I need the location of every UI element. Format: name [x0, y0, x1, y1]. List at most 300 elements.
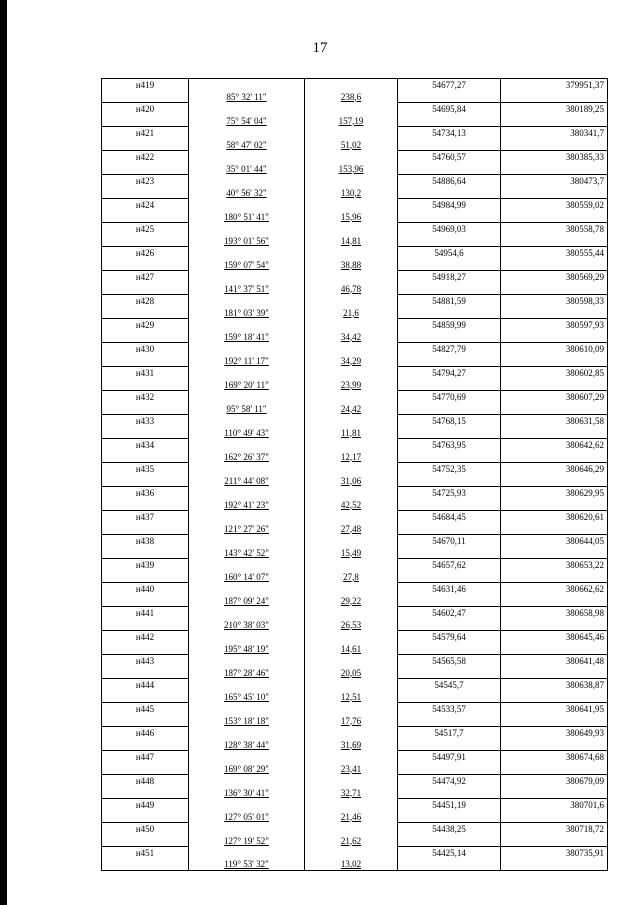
empty-cell	[501, 259, 608, 271]
empty-cell	[102, 379, 189, 391]
point-x: 54859,99	[398, 319, 501, 331]
empty-cell	[398, 739, 501, 751]
segment-distance: 38,88	[305, 259, 398, 271]
point-row	[102, 295, 608, 307]
segment-row	[102, 379, 608, 391]
point-x: 54794,27	[398, 367, 501, 379]
empty-cell	[398, 667, 501, 679]
empty-cell	[189, 247, 305, 259]
empty-cell	[305, 559, 398, 571]
empty-cell	[189, 127, 305, 139]
point-row	[102, 511, 608, 523]
segment-distance: 12,17	[305, 451, 398, 463]
point-y: 380638,87	[501, 679, 608, 691]
point-x: 54677,27	[398, 79, 501, 91]
empty-cell	[398, 427, 501, 439]
segment-distance: 34,29	[305, 355, 398, 367]
point-x: 54695,84	[398, 103, 501, 115]
empty-cell	[189, 415, 305, 427]
segment-row	[102, 139, 608, 151]
segment-distance: 14,61	[305, 643, 398, 655]
empty-cell	[501, 619, 608, 631]
point-x: 54770,69	[398, 391, 501, 403]
point-x: 54918,27	[398, 271, 501, 283]
empty-cell	[398, 331, 501, 343]
segment-angle: 169° 20' 11"	[189, 379, 305, 391]
empty-cell	[501, 355, 608, 367]
empty-cell	[189, 799, 305, 811]
empty-cell	[305, 367, 398, 379]
point-name: н451	[102, 847, 189, 859]
empty-cell	[398, 139, 501, 151]
segment-distance: 51,02	[305, 139, 398, 151]
empty-cell	[102, 403, 189, 415]
empty-cell	[501, 91, 608, 103]
empty-cell	[102, 811, 189, 823]
empty-cell	[102, 355, 189, 367]
empty-cell	[189, 175, 305, 187]
segment-row	[102, 739, 608, 751]
empty-cell	[501, 523, 608, 535]
empty-cell	[305, 343, 398, 355]
segment-angle: 165° 45' 10"	[189, 691, 305, 703]
empty-cell	[305, 295, 398, 307]
segment-distance: 29,22	[305, 595, 398, 607]
empty-cell	[305, 223, 398, 235]
point-x: 54763,95	[398, 439, 501, 451]
empty-cell	[305, 799, 398, 811]
segment-row	[102, 451, 608, 463]
empty-cell	[501, 787, 608, 799]
point-x: 54425,14	[398, 847, 501, 859]
empty-cell	[398, 187, 501, 199]
empty-cell	[305, 319, 398, 331]
segment-angle: 187° 28' 46"	[189, 667, 305, 679]
point-row	[102, 367, 608, 379]
point-y: 380610,09	[501, 343, 608, 355]
empty-cell	[189, 511, 305, 523]
empty-cell	[398, 835, 501, 847]
point-y: 380598,33	[501, 295, 608, 307]
empty-cell	[501, 715, 608, 727]
segment-angle: 159° 18' 41"	[189, 331, 305, 343]
empty-cell	[501, 235, 608, 247]
point-name: н423	[102, 175, 189, 187]
point-row	[102, 343, 608, 355]
empty-cell	[189, 583, 305, 595]
segment-angle: 40° 56' 32"	[189, 187, 305, 199]
point-row	[102, 271, 608, 283]
empty-cell	[189, 463, 305, 475]
point-row	[102, 559, 608, 571]
empty-cell	[305, 679, 398, 691]
point-name: н436	[102, 487, 189, 499]
segment-distance: 34,42	[305, 331, 398, 343]
empty-cell	[501, 667, 608, 679]
segment-angle: 160° 14' 07"	[189, 571, 305, 583]
empty-cell	[102, 259, 189, 271]
empty-cell	[102, 787, 189, 799]
segment-row	[102, 163, 608, 175]
point-row	[102, 583, 608, 595]
point-y: 380646,29	[501, 463, 608, 475]
segment-angle: 35° 01' 44"	[189, 163, 305, 175]
segment-distance: 238,6	[305, 91, 398, 103]
point-y: 380558,78	[501, 223, 608, 235]
empty-cell	[398, 547, 501, 559]
empty-cell	[501, 595, 608, 607]
segment-angle: 159° 07' 54"	[189, 259, 305, 271]
empty-cell	[305, 583, 398, 595]
empty-cell	[305, 631, 398, 643]
empty-cell	[189, 271, 305, 283]
empty-cell	[189, 727, 305, 739]
point-row	[102, 655, 608, 667]
empty-cell	[501, 763, 608, 775]
empty-cell	[398, 451, 501, 463]
point-y: 380631,58	[501, 415, 608, 427]
segment-distance: 23,41	[305, 763, 398, 775]
segment-row	[102, 91, 608, 103]
point-x: 54886,64	[398, 175, 501, 187]
empty-cell	[305, 487, 398, 499]
empty-cell	[189, 703, 305, 715]
empty-cell	[102, 763, 189, 775]
empty-cell	[398, 691, 501, 703]
point-row	[102, 127, 608, 139]
empty-cell	[398, 475, 501, 487]
coordinates-table	[101, 78, 608, 871]
point-name: н425	[102, 223, 189, 235]
segment-distance: 11,81	[305, 427, 398, 439]
segment-row	[102, 187, 608, 199]
segment-row	[102, 595, 608, 607]
point-name: н441	[102, 607, 189, 619]
point-name: н432	[102, 391, 189, 403]
segment-angle: 141° 37' 51"	[189, 283, 305, 295]
point-x: 54545,7	[398, 679, 501, 691]
point-x: 54969,03	[398, 223, 501, 235]
empty-cell	[305, 127, 398, 139]
segment-distance: 21,62	[305, 835, 398, 847]
segment-angle: 210° 38' 03"	[189, 619, 305, 631]
point-name: н435	[102, 463, 189, 475]
segment-row	[102, 763, 608, 775]
segment-angle: 181° 03' 39"	[189, 307, 305, 319]
point-x: 54579,64	[398, 631, 501, 643]
empty-cell	[102, 211, 189, 223]
point-row	[102, 775, 608, 787]
empty-cell	[398, 307, 501, 319]
point-row	[102, 415, 608, 427]
empty-cell	[305, 511, 398, 523]
binding-edge	[0, 0, 7, 905]
segment-angle: 195° 48' 19"	[189, 643, 305, 655]
point-y: 380607,29	[501, 391, 608, 403]
point-name: н433	[102, 415, 189, 427]
segment-row	[102, 571, 608, 583]
segment-row	[102, 427, 608, 439]
point-row	[102, 175, 608, 187]
empty-cell	[501, 451, 608, 463]
point-name: н445	[102, 703, 189, 715]
segment-row	[102, 307, 608, 319]
segment-row	[102, 787, 608, 799]
segment-row	[102, 283, 608, 295]
empty-cell	[398, 787, 501, 799]
empty-cell	[305, 463, 398, 475]
segment-distance: 17,76	[305, 715, 398, 727]
empty-cell	[501, 811, 608, 823]
point-row	[102, 199, 608, 211]
point-row	[102, 607, 608, 619]
empty-cell	[102, 595, 189, 607]
point-name: н438	[102, 535, 189, 547]
point-name: н430	[102, 343, 189, 355]
segment-row	[102, 859, 608, 871]
segment-angle: 143° 42' 52"	[189, 547, 305, 559]
empty-cell	[189, 223, 305, 235]
empty-cell	[102, 739, 189, 751]
segment-angle: 110° 49' 43"	[189, 427, 305, 439]
empty-cell	[398, 595, 501, 607]
empty-cell	[102, 499, 189, 511]
segment-angle: 75° 54' 04"	[189, 115, 305, 127]
empty-cell	[102, 187, 189, 199]
point-row	[102, 319, 608, 331]
point-name: н440	[102, 583, 189, 595]
point-x: 54684,45	[398, 511, 501, 523]
empty-cell	[102, 691, 189, 703]
empty-cell	[102, 619, 189, 631]
segment-angle: 136° 30' 41"	[189, 787, 305, 799]
point-row	[102, 751, 608, 763]
empty-cell	[398, 571, 501, 583]
point-row	[102, 823, 608, 835]
segment-angle: 85° 32' 11"	[189, 91, 305, 103]
point-name: н443	[102, 655, 189, 667]
point-row	[102, 463, 608, 475]
segment-distance: 21,6	[305, 307, 398, 319]
segment-angle: 169° 08' 29"	[189, 763, 305, 775]
point-row	[102, 679, 608, 691]
empty-cell	[102, 427, 189, 439]
segment-distance: 46,78	[305, 283, 398, 295]
point-x: 54565,58	[398, 655, 501, 667]
point-y: 380385,33	[501, 151, 608, 163]
empty-cell	[189, 751, 305, 763]
point-x: 54954,6	[398, 247, 501, 259]
point-y: 379951,37	[501, 79, 608, 91]
empty-cell	[189, 679, 305, 691]
empty-cell	[398, 259, 501, 271]
segment-row	[102, 235, 608, 247]
empty-cell	[305, 655, 398, 667]
segment-angle: 121° 27' 26"	[189, 523, 305, 535]
segment-distance: 23,99	[305, 379, 398, 391]
point-name: н447	[102, 751, 189, 763]
empty-cell	[102, 115, 189, 127]
point-y: 380653,22	[501, 559, 608, 571]
empty-cell	[501, 139, 608, 151]
segment-distance: 14,81	[305, 235, 398, 247]
empty-cell	[102, 475, 189, 487]
segment-row	[102, 619, 608, 631]
empty-cell	[398, 619, 501, 631]
point-x: 54725,93	[398, 487, 501, 499]
empty-cell	[189, 775, 305, 787]
empty-cell	[189, 103, 305, 115]
point-y: 380641,95	[501, 703, 608, 715]
point-row	[102, 151, 608, 163]
empty-cell	[398, 163, 501, 175]
segment-distance: 12,51	[305, 691, 398, 703]
point-x: 54517,7	[398, 727, 501, 739]
empty-cell	[305, 391, 398, 403]
empty-cell	[305, 271, 398, 283]
segment-angle: 193° 01' 56"	[189, 235, 305, 247]
segment-angle: 211° 44' 08"	[189, 475, 305, 487]
empty-cell	[189, 535, 305, 547]
empty-cell	[398, 283, 501, 295]
empty-cell	[305, 727, 398, 739]
empty-cell	[398, 523, 501, 535]
empty-cell	[102, 859, 189, 871]
empty-cell	[102, 91, 189, 103]
point-row	[102, 223, 608, 235]
empty-cell	[501, 571, 608, 583]
segment-distance: 32,71	[305, 787, 398, 799]
empty-cell	[305, 103, 398, 115]
point-y: 380644,05	[501, 535, 608, 547]
point-x: 54827,79	[398, 343, 501, 355]
point-x: 54734,13	[398, 127, 501, 139]
point-x: 54438,25	[398, 823, 501, 835]
empty-cell	[102, 835, 189, 847]
point-row	[102, 439, 608, 451]
point-name: н437	[102, 511, 189, 523]
segment-distance: 20,05	[305, 667, 398, 679]
point-y: 380629,95	[501, 487, 608, 499]
empty-cell	[501, 643, 608, 655]
empty-cell	[102, 451, 189, 463]
point-y: 380718,72	[501, 823, 608, 835]
empty-cell	[189, 295, 305, 307]
empty-cell	[305, 415, 398, 427]
empty-cell	[305, 439, 398, 451]
empty-cell	[501, 739, 608, 751]
empty-cell	[102, 643, 189, 655]
empty-cell	[398, 211, 501, 223]
empty-cell	[189, 847, 305, 859]
point-row	[102, 79, 608, 91]
segment-angle: 127° 19' 52"	[189, 835, 305, 847]
segment-distance: 15,96	[305, 211, 398, 223]
point-y: 380341,7	[501, 127, 608, 139]
segment-distance: 15,49	[305, 547, 398, 559]
empty-cell	[189, 391, 305, 403]
empty-cell	[189, 631, 305, 643]
empty-cell	[501, 427, 608, 439]
segment-angle: 58° 47' 02"	[189, 139, 305, 151]
point-row	[102, 391, 608, 403]
empty-cell	[305, 775, 398, 787]
empty-cell	[501, 283, 608, 295]
empty-cell	[189, 607, 305, 619]
point-row	[102, 487, 608, 499]
empty-cell	[398, 811, 501, 823]
empty-cell	[305, 79, 398, 91]
point-name: н426	[102, 247, 189, 259]
segment-row	[102, 667, 608, 679]
point-row	[102, 703, 608, 715]
empty-cell	[398, 499, 501, 511]
empty-cell	[102, 139, 189, 151]
point-x: 54670,11	[398, 535, 501, 547]
point-row	[102, 103, 608, 115]
point-name: н421	[102, 127, 189, 139]
segment-distance: 31,69	[305, 739, 398, 751]
point-name: н420	[102, 103, 189, 115]
point-name: н434	[102, 439, 189, 451]
empty-cell	[305, 751, 398, 763]
empty-cell	[398, 763, 501, 775]
empty-cell	[305, 847, 398, 859]
segment-row	[102, 355, 608, 367]
segment-distance: 31,06	[305, 475, 398, 487]
segment-angle: 95° 58' 11"	[189, 403, 305, 415]
empty-cell	[189, 487, 305, 499]
empty-cell	[305, 607, 398, 619]
empty-cell	[501, 211, 608, 223]
point-name: н431	[102, 367, 189, 379]
point-y: 380597,93	[501, 319, 608, 331]
point-name: н449	[102, 799, 189, 811]
empty-cell	[102, 163, 189, 175]
point-y: 380662,62	[501, 583, 608, 595]
point-name: н450	[102, 823, 189, 835]
empty-cell	[398, 91, 501, 103]
point-y: 380701,6	[501, 799, 608, 811]
segment-angle: 180° 51' 41"	[189, 211, 305, 223]
empty-cell	[102, 283, 189, 295]
point-x: 54474,92	[398, 775, 501, 787]
page-number: 17	[312, 40, 328, 56]
empty-cell	[501, 163, 608, 175]
empty-cell	[305, 175, 398, 187]
empty-cell	[501, 331, 608, 343]
segment-angle: 128° 38' 44"	[189, 739, 305, 751]
empty-cell	[189, 439, 305, 451]
point-row	[102, 727, 608, 739]
empty-cell	[189, 319, 305, 331]
segment-row	[102, 115, 608, 127]
empty-cell	[189, 343, 305, 355]
point-y: 380658,98	[501, 607, 608, 619]
point-x: 54497,91	[398, 751, 501, 763]
segment-distance: 24,42	[305, 403, 398, 415]
empty-cell	[501, 475, 608, 487]
segment-distance: 157,19	[305, 115, 398, 127]
point-y: 380559,02	[501, 199, 608, 211]
segment-row	[102, 259, 608, 271]
point-name: н442	[102, 631, 189, 643]
empty-cell	[501, 691, 608, 703]
point-y: 380735,91	[501, 847, 608, 859]
segment-row	[102, 691, 608, 703]
point-x: 54881,59	[398, 295, 501, 307]
empty-cell	[102, 571, 189, 583]
